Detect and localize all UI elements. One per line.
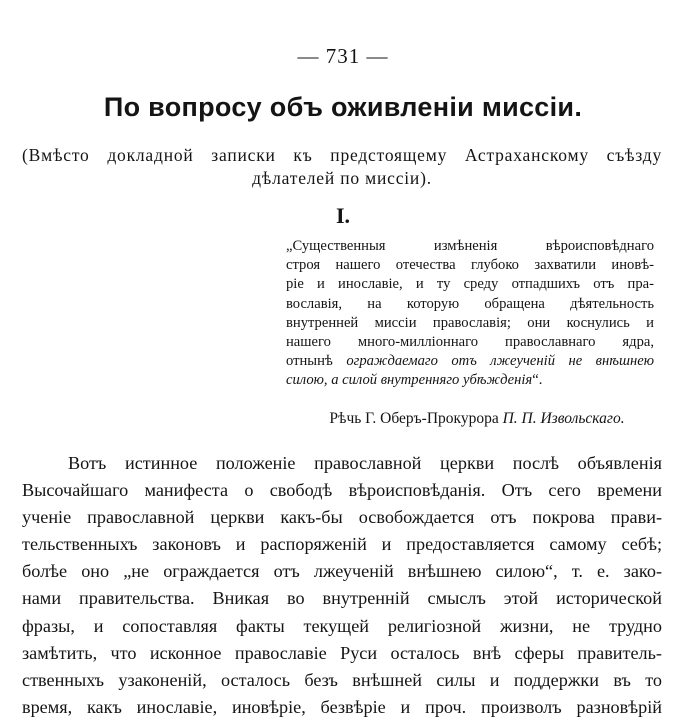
epigraph-line: вославія, на которую обращена дѣятельность (286, 295, 654, 312)
attribution-prefix: Рѣчь Г. Оберъ-Прокурора (329, 410, 503, 427)
subtitle-line-1: (Вмѣсто докладной записки къ предстоящему Астраханскому съѣзду (22, 145, 662, 165)
body-line: фразы, и сопоставляя факты текущей религіозной жизни, не трудно (22, 615, 662, 636)
body-line: ученіе православной церкви какъ-бы освобождается отъ покрова прави- (22, 507, 662, 528)
body-line: болѣе оно „не ограждается отъ лжеученій внѣшнею силою“, т. е. зако- (22, 561, 662, 582)
body-line: тельственныхъ законовъ и распоряженій и предоставляется самому себѣ; (22, 534, 662, 555)
epigraph-line: „Существенныя измѣненія вѣроисповѣднаго (286, 238, 654, 254)
epigraph-line: внутренней миссіи православія; они коснулись и (286, 314, 654, 331)
body-line: время, какъ инославіе, иновѣріе, безвѣріе и проч. произволъ разновѣрій (22, 696, 662, 717)
body-line: ственныхъ узаконеній, осталось безъ внѣшней силы и поддержки въ то (22, 669, 662, 690)
epigraph-closing-quote: “. (532, 372, 543, 389)
article-title: По вопросу объ оживленіи миссіи. (103, 92, 583, 122)
epigraph-text: отнынѣ (286, 353, 347, 370)
body-paragraph (22, 450, 662, 721)
body-line: замѣтить, что исконное православіе Руси осталось внѣ сферы правитель- (22, 642, 662, 663)
epigraph-line: строя нашего отечества глубоко захватили иновѣ- (286, 257, 654, 274)
body-line: Высочайшаго манифеста о свободѣ вѣроисповѣданія. Отъ сего времени (22, 480, 662, 501)
section-numeral: I. (335, 203, 351, 228)
page-number: — 731 — (297, 44, 389, 68)
article-subtitle (22, 144, 662, 190)
attribution-name: П. П. Извольскаго. (502, 410, 625, 427)
epigraph-line (286, 371, 654, 390)
body-line: нами правительства. Вникая во внутренній смыслъ этой исторической (22, 588, 662, 609)
body-line: Вотъ истинное положеніе православной церкви послѣ объявленія (68, 453, 662, 473)
epigraph-italic-text: силою, а силой внутренняго убѣжденія (286, 372, 533, 389)
epigraph-attribution (300, 410, 654, 428)
epigraph (286, 237, 654, 391)
epigraph-line: нашего много-милліоннаго православнаго ядра, (286, 334, 654, 351)
epigraph-line: ріе и инославіе, и ту среду отпадшихъ отъ пра- (286, 276, 654, 293)
epigraph-italic-text: ограждаемаго отъ лжеученій не внѣшнею (346, 353, 655, 370)
subtitle-line-2: дѣлателей по миссіи). (252, 168, 432, 188)
epigraph-line (286, 352, 654, 371)
